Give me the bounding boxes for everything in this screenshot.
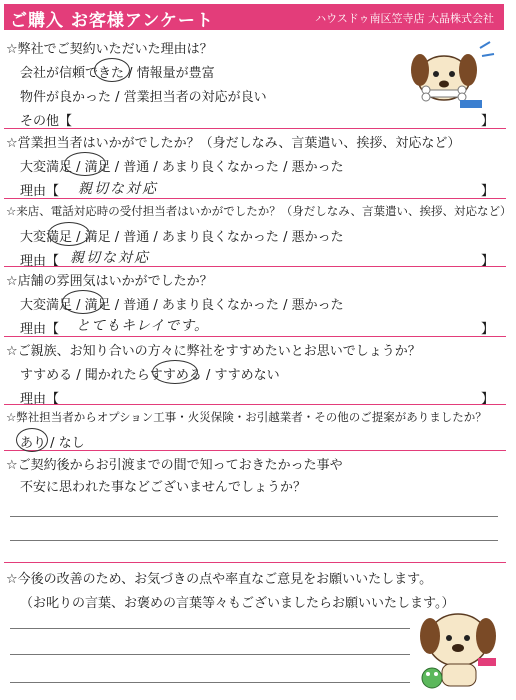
q2-rating-options[interactable]: 大変満足 / 満足 / 普通 / あまり良くなかった / 悪かった	[20, 160, 344, 175]
answer-line[interactable]	[10, 682, 410, 683]
q7-text-line2: 不安に思われた事などございませんでしょうか？	[20, 480, 307, 495]
q1-other-label: その他【	[20, 114, 73, 129]
survey-title: ご購入 お客様アンケート	[10, 11, 214, 31]
q1-text: ☆弊社でご契約いただいた理由は？	[6, 42, 213, 57]
survey-header	[4, 4, 504, 30]
q4-reason-label: 理由【	[20, 322, 60, 337]
q3-circle-mark	[48, 222, 90, 246]
q7-text: ☆ご契約後からお引渡までの間で知っておきたかった事や	[6, 458, 343, 473]
q6-text: ☆弊社担当者からオプション工事・火災保険・お引越業者・その他のご提案がありましたか？	[6, 410, 487, 424]
q1-options-line2[interactable]: 物件が良かった / 営業担当者の対応が良い	[20, 90, 267, 105]
dog-with-bone-illustration	[400, 34, 496, 116]
q5-circle-mark	[152, 360, 198, 384]
q5-recommend-options[interactable]: すすめる / 聞かれたらすすめる / すすめない	[20, 368, 280, 383]
divider	[4, 450, 506, 451]
company-name: ハウスドゥ南区笠寺店 大晶株式会社	[315, 12, 494, 25]
q2-text: ☆営業担当者はいかがでしたか？（身だしなみ、言葉遣い、挨拶、対応など）	[6, 136, 461, 151]
q5-text: ☆ご親族、お知り合いの方々に弊社をすすめたいとお思いでしょうか？	[6, 344, 421, 359]
q8-text: ☆今後の改善のため、お気づきの点や率直なご意見をお願いいたします。	[6, 572, 433, 587]
q6-circle-mark	[16, 428, 48, 452]
q3-reason-answer: 親切な対応	[70, 250, 150, 266]
answer-line[interactable]	[10, 654, 410, 655]
q1-other-close: 】	[480, 114, 494, 129]
q1-circle-mark	[94, 58, 130, 82]
q2-reason-answer: 親切な対応	[78, 181, 158, 197]
q2-circle-mark	[64, 152, 106, 176]
q5-reason-close: 】	[480, 392, 494, 407]
q5-reason-label: 理由【	[20, 392, 60, 407]
answer-line[interactable]	[10, 628, 410, 629]
divider	[4, 128, 506, 129]
q3-rating-options[interactable]: 大変満足 / 満足 / 普通 / あまり良くなかった / 悪かった	[20, 230, 344, 245]
q3-text: ☆来店、電話対応時の受付担当者はいかがでしたか？（身だしなみ、言葉遣い、挨拶、対応など）	[6, 204, 512, 218]
q2-reason-close: 】	[480, 184, 494, 199]
q4-rating-options[interactable]: 大変満足 / 満足 / 普通 / あまり良くなかった / 悪かった	[20, 298, 344, 313]
q4-reason-answer: とてもキレイです。	[76, 318, 210, 334]
q4-circle-mark	[62, 290, 104, 314]
divider	[4, 336, 506, 337]
q6-options[interactable]: あり / なし	[20, 436, 85, 451]
dog-with-frog-illustration	[408, 600, 508, 696]
divider	[4, 198, 506, 199]
divider	[4, 404, 506, 405]
q3-reason-close: 】	[480, 254, 494, 269]
q4-reason-close: 】	[480, 322, 494, 337]
q1-options-line1[interactable]: 会社が信頼できた / 情報量が豊富	[20, 66, 215, 81]
answer-line[interactable]	[10, 516, 498, 517]
q3-reason-label: 理由【	[20, 254, 60, 269]
q2-reason-label: 理由【	[20, 184, 60, 199]
q4-text: ☆店舗の雰囲気はいかがでしたか？	[6, 274, 213, 289]
divider	[4, 562, 506, 563]
answer-line[interactable]	[10, 540, 498, 541]
q8-text-line2: （お叱りの言葉、お褒めの言葉等々もございましたらお願いいたします。）	[20, 596, 455, 611]
divider	[4, 266, 506, 267]
